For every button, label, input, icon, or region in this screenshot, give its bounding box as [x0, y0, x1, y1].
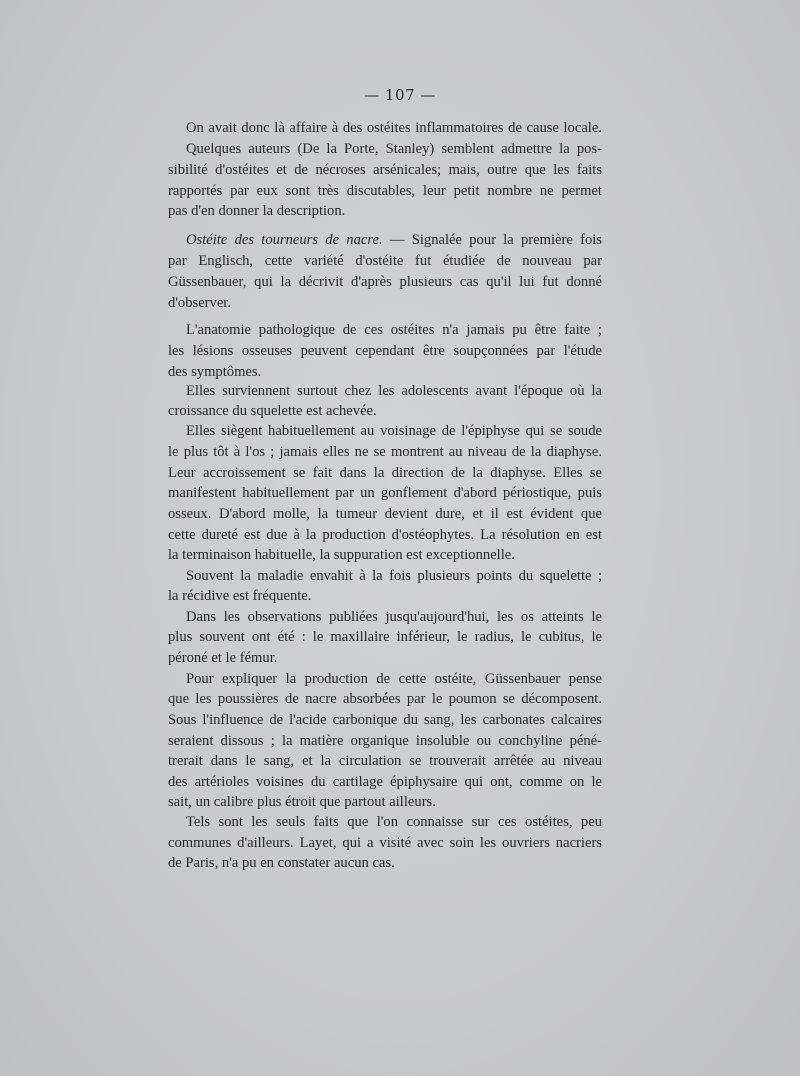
- line-text: Leur accroissement se fait dans la direction de la diaphyse. Elles se: [168, 465, 602, 481]
- line-text: la terminaison habituelle, la suppuration est exceptionnelle.: [168, 547, 515, 563]
- line-text: Elles siègent habituellement au voisinage de l'épiphyse qui se soude: [186, 423, 602, 439]
- line-text: la récidive est fréquente.: [168, 588, 312, 604]
- text-line: [168, 442, 602, 462]
- line-text: sibilité d'ostéites et de nécroses arsénicales; mais, outre que les faits: [168, 162, 602, 178]
- text-line: [168, 731, 602, 751]
- text-line: [168, 689, 602, 709]
- text-line: [186, 139, 602, 159]
- text-line: [168, 293, 602, 313]
- text-line: [168, 504, 602, 524]
- text-line: [168, 181, 602, 201]
- text-line: [168, 272, 602, 292]
- text-line: [168, 792, 602, 812]
- text-line: [186, 669, 602, 689]
- text-line: [168, 586, 602, 606]
- text-line: [168, 525, 602, 545]
- line-text: le plus tôt à l'os ; jamais elles ne se montrent au niveau de la diaphyse.: [168, 444, 602, 460]
- text-line: [186, 566, 602, 586]
- line-text: Tels sont les seuls faits que l'on connaisse sur ces ostéites, peu: [186, 814, 602, 830]
- line-text: communes d'ailleurs. Layet, qui a visité avec soin les ouvriers nacriers: [168, 835, 602, 851]
- text-line: [168, 710, 602, 730]
- line-text: par Englisch, cette variété d'ostéite fut étudiée de nouveau par: [168, 253, 602, 269]
- line-text: Pour expliquer la production de cette ostéite, Güssenbauer pense: [186, 671, 602, 687]
- line-text: trerait dans le sang, et la circulation se trouverait arrêtée au niveau: [168, 753, 602, 769]
- line-text: plus souvent ont été : le maxillaire inférieur, le radius, le cubitus, le: [168, 629, 602, 645]
- text-line: [186, 230, 602, 250]
- text-line: [168, 251, 602, 271]
- line-text: sait, un calibre plus étroit que partout ailleurs.: [168, 794, 436, 810]
- text-line: [186, 812, 602, 832]
- text-line: [168, 853, 602, 873]
- line-text: Sous l'influence de l'acide carbonique du sang, les carbonates calcaires: [168, 712, 602, 728]
- text-line: [168, 772, 602, 792]
- text-line: [168, 751, 602, 771]
- text-line: [168, 545, 602, 565]
- text-line: [186, 421, 602, 441]
- line-text: Elles surviennent surtout chez les adolescents avant l'époque où la: [186, 383, 602, 399]
- line-text: osseux. D'abord molle, la tumeur devient dure, et il est évident que: [168, 506, 602, 522]
- line-text: croissance du squelette est achevée.: [168, 403, 377, 419]
- text-line: [168, 833, 602, 853]
- text-line: [168, 483, 602, 503]
- text-line: [186, 320, 602, 340]
- text-line: [186, 381, 602, 401]
- line-text: que les poussières de nacre absorbées par le poumon se décomposent.: [168, 691, 602, 707]
- line-text: des artérioles voisines du cartilage épiphysaire qui ont, comme on le: [168, 774, 602, 790]
- text-line: [168, 160, 602, 180]
- text-line: [168, 463, 602, 483]
- text-line: [168, 201, 602, 221]
- line-text: L'anatomie pathologique de ces ostéites n'a jamais pu être faite ;: [186, 322, 602, 338]
- line-text: les lésions osseuses peuvent cependant être soupçonnées par l'étude: [168, 343, 602, 359]
- page-number: — 107 —: [364, 86, 436, 104]
- line-text: des symptômes.: [168, 364, 262, 380]
- line-text: pas d'en donner la description.: [168, 203, 346, 219]
- line-text: péroné et le fémur.: [168, 650, 278, 666]
- line-text: d'observer.: [168, 295, 232, 311]
- line-text: manifestent habituellement par un gonflement d'abord périostique, puis: [168, 485, 602, 501]
- text-line: [168, 341, 602, 361]
- section-heading: Ostéite des tourneurs de nacre.: [186, 232, 383, 248]
- line-text: — Signalée pour la première fois: [382, 232, 602, 248]
- text-line: [186, 118, 602, 138]
- line-text: seraient dissous ; la matière organique insoluble ou conchyline péné-: [168, 733, 602, 749]
- line-text: Quelques auteurs (De la Porte, Stanley) semblent admettre la pos-: [186, 141, 602, 157]
- line-text: rapportés par eux sont très discutables, leur petit nombre ne permet: [168, 183, 602, 199]
- text-line: [168, 627, 602, 647]
- text-line: [168, 362, 602, 382]
- text-line: [186, 607, 602, 627]
- line-text: On avait donc là affaire à des ostéites inflammatoires de cause locale.: [186, 120, 602, 136]
- line-text: cette dureté est due à la production d'ostéophytes. La résolution en est: [168, 527, 602, 543]
- line-text: de Paris, n'a pu en constater aucun cas.: [168, 855, 395, 871]
- line-text: Dans les observations publiées jusqu'aujourd'hui, les os atteints le: [186, 609, 602, 625]
- line-text: Güssenbauer, qui la décrivit d'après plusieurs cas qu'il lui fut donné: [168, 274, 602, 290]
- line-text: Souvent la maladie envahit à la fois plusieurs points du squelette ;: [186, 568, 602, 584]
- text-line: [168, 648, 602, 668]
- text-line: [168, 401, 602, 421]
